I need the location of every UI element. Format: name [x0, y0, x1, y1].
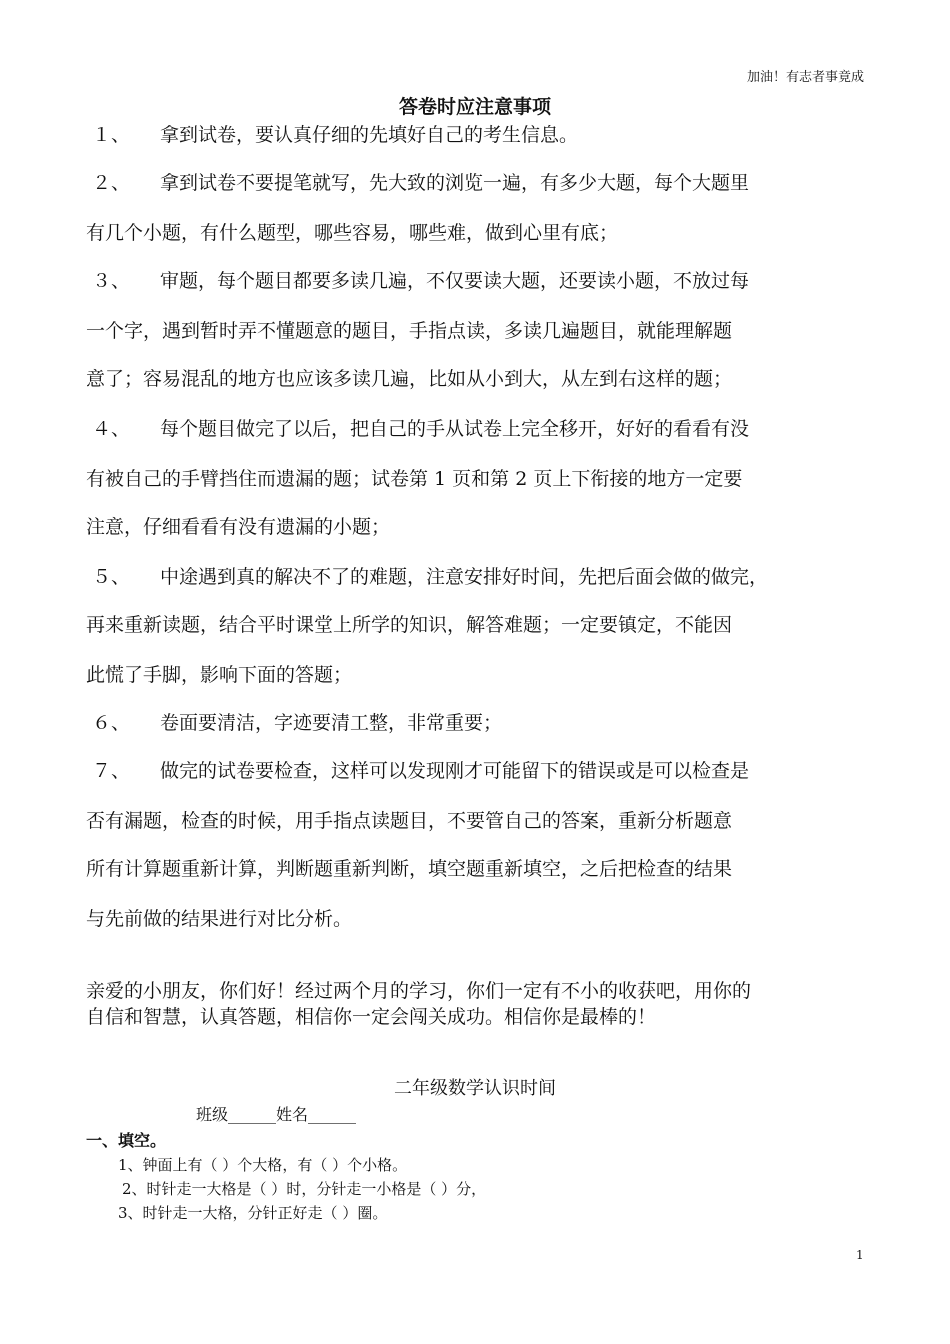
- note-item-2-line-1: [86, 168, 749, 195]
- question-2: 2、时针走一大格是（ ）时，分针走一小格是（ ）分，: [122, 1180, 487, 1198]
- note-item-number: ４、: [92, 418, 131, 440]
- note-item-5-line-1: [86, 562, 768, 589]
- note-item-number: ３、: [92, 270, 131, 292]
- note-item-number: ６、: [92, 712, 131, 734]
- note-item-number: １、: [92, 124, 131, 146]
- note-item-text: 卷面要清洁，字迹要清工整，非常重要；: [160, 712, 503, 734]
- note-item-5-line-3: 此慌了手脚，影响下面的答题；: [86, 664, 353, 686]
- note-item-3-line-3: 意了；容易混乱的地方也应该多读几遍，比如从小到大，从左到右这样的题；: [86, 368, 733, 390]
- note-item-3-line-1: [86, 266, 749, 293]
- greeting-line-1: 亲爱的小朋友，你们好！经过两个月的学习，你们一定有不小的收获吧，用你的: [86, 980, 752, 1002]
- note-item-number: ７、: [92, 760, 131, 782]
- question-1: 1、钟面上有（ ）个大格，有（ ）个小格。: [118, 1156, 408, 1174]
- note-item-text: 拿到试卷，要认真仔细的先填好自己的考生信息。: [160, 124, 579, 146]
- exam-title: 二年级数学认识时间: [394, 1078, 556, 1099]
- note-item-4-line-2: 有被自己的手臂挡住而遗漏的题；试卷第 1 页和第 2 页上下衔接的地方一定要: [86, 468, 743, 490]
- note-item-text: 拿到试卷不要提笔就写，先大致的浏览一遍，有多少大题，每个大题里: [160, 172, 750, 194]
- greeting-line-2: 自信和智慧，认真答题，相信你一定会闯关成功。相信你是最棒的！: [86, 1006, 657, 1028]
- question-3: 3、时针走一大格，分针正好走（ ）圈。: [118, 1204, 388, 1222]
- note-item-1-line-1: [86, 120, 578, 147]
- note-item-text: 每个题目做完了以后，把自己的手从试卷上完全移开，好好的看看有没: [160, 418, 750, 440]
- note-item-number: ２、: [92, 172, 131, 194]
- note-item-7-line-4: 与先前做的结果进行对比分析。: [86, 908, 353, 930]
- header-motto: 加油！有志者事竟成: [746, 70, 864, 85]
- page-number: 1: [856, 1248, 864, 1262]
- class-name-line: 班级______姓名______: [196, 1105, 357, 1124]
- note-item-7-line-1: [86, 756, 749, 783]
- note-item-7-line-3: 所有计算题重新计算，判断题重新判断，填空题重新填空，之后把检查的结果: [86, 858, 733, 880]
- note-item-2-line-2: 有几个小题，有什么题型，哪些容易，哪些难，做到心里有底；: [86, 222, 619, 244]
- note-item-number: ５、: [92, 566, 131, 588]
- note-item-4-line-3: 注意，仔细看看有没有遗漏的小题；: [86, 516, 391, 538]
- note-item-3-line-2: 一个字，遇到暂时弄不懂题意的题目，手指点读，多读几遍题目，就能理解题: [86, 320, 733, 342]
- note-item-5-line-2: 再来重新读题，结合平时课堂上所学的知识，解答难题；一定要镇定，不能因: [86, 614, 733, 636]
- note-item-7-line-2: 否有漏题，检查的时候，用手指点读题目，不要管自己的答案，重新分析题意: [86, 810, 733, 832]
- note-item-6-line-1: [86, 708, 502, 735]
- note-item-4-line-1: [86, 414, 749, 441]
- note-item-text: 中途遇到真的解决不了的难题，注意安排好时间，先把后面会做的做完，: [160, 566, 769, 588]
- note-item-text: 做完的试卷要检查，这样可以发现刚才可能留下的错误或是可以检查是: [160, 760, 750, 782]
- section-heading: 一、填空。: [86, 1131, 167, 1150]
- note-item-text: 审题，每个题目都要多读几遍，不仅要读大题，还要读小题，不放过每: [160, 270, 750, 292]
- notes-title: 答卷时应注意事项: [398, 96, 551, 118]
